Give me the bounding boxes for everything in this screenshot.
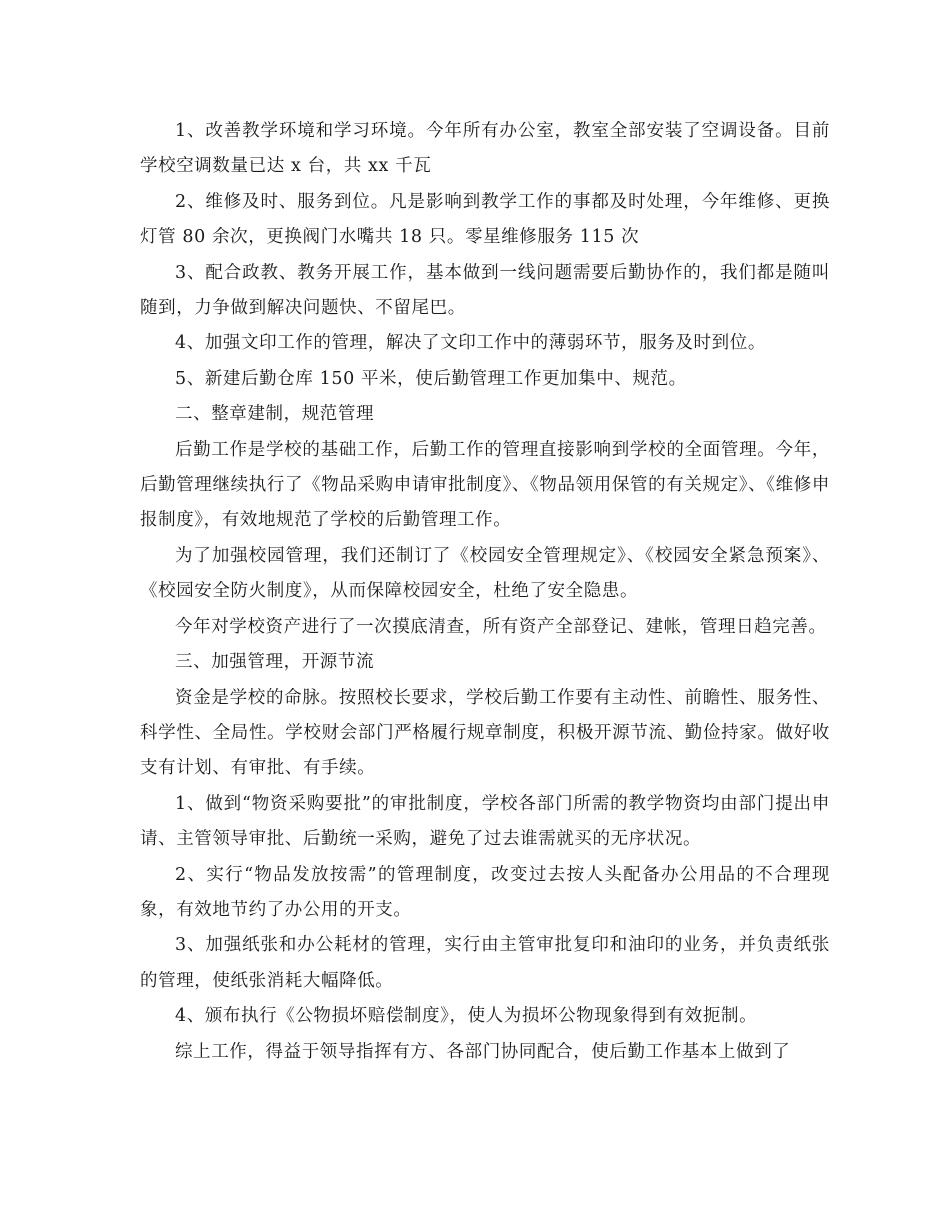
paragraph-procurement-approval: 1、做到“物资采购要批”的审批制度，学校各部门所需的教学物资均由部门提出申请、主管领导审批、后勤统一采购，避免了过去谁需就买的无序状况。 (140, 793, 830, 850)
paragraph-improve-environment: 1、改善教学环境和学习环境。今年所有办公室，教室全部安装了空调设备。目前学校空调数量已达 x 台，共 xx 千瓦 (140, 121, 830, 177)
paragraph-repairs: 2、维修及时、服务到位。凡是影响到教学工作的事都及时处理，今年维修、更换灯管 80 余次，更换阀门水嘴共 18 只。零星维修服务 115 次 (140, 191, 830, 248)
paragraph-logistics-management: 后勤工作是学校的基础工作，后勤工作的管理直接影响到学校的全面管理。今年，后勤管理继续执行了《物品采购申请审批制度》、《物品领用保管的有关规定》、《维修申报制度》，有效地规范了学校的后勤管理工作。 (140, 439, 830, 531)
paragraph-paper-consumables: 3、加强纸张和办公耗材的管理，实行由主管审批复印和油印的业务，并负责纸张的管理，使纸张消耗大幅降低。 (140, 935, 830, 991)
paragraph-damage-compensation: 4、颁布执行《公物损坏赔偿制度》，使人为损坏公物现象得到有效扼制。 (175, 1006, 758, 1027)
paragraph-cooperation: 3、配合政教、教务开展工作，基本做到一线问题需要后勤协作的，我们都是随叫随到，力争做到解决问题快、不留尾巴。 (140, 262, 830, 319)
paragraph-asset-inventory: 今年对学校资产进行了一次摸底清查，所有资产全部登记、建帐，管理日趋完善。 (175, 616, 827, 637)
paragraph-printing: 4、加强文印工作的管理，解决了文印工作中的薄弱环节，服务及时到位。 (175, 333, 766, 354)
section-heading-funding: 三、加强管理，开源节流 (175, 652, 375, 673)
paragraph-warehouse: 5、新建后勤仓库 150 平米，使后勤管理工作更加集中、规范。 (175, 368, 687, 389)
document-body (140, 114, 830, 1070)
section-heading-rules: 二、整章建制，规范管理 (175, 404, 375, 425)
paragraph-summary: 综上工作，得益于领导指挥有方、各部门协同配合，使后勤工作基本上做到了 (175, 1041, 791, 1062)
paragraph-supply-distribution: 2、实行“物品发放按需”的管理制度，改变过去按人头配备办公用品的不合理现象，有效地节约了办公用的开支。 (140, 864, 830, 920)
paragraph-campus-safety: 为了加强校园管理，我们还制订了《校园安全管理规定》、《校园安全紧急预案》、《校园安全防火制度》，从而保障校园安全，杜绝了安全隐患。 (140, 545, 830, 602)
paragraph-funding: 资金是学校的命脉。按照校长要求，学校后勤工作要有主动性、前瞻性、服务性、科学性、全局性。学校财会部门严格履行规章制度，积极开源节流、勤俭持家。做好收支有计划、有审批、有手续。 (140, 687, 830, 779)
